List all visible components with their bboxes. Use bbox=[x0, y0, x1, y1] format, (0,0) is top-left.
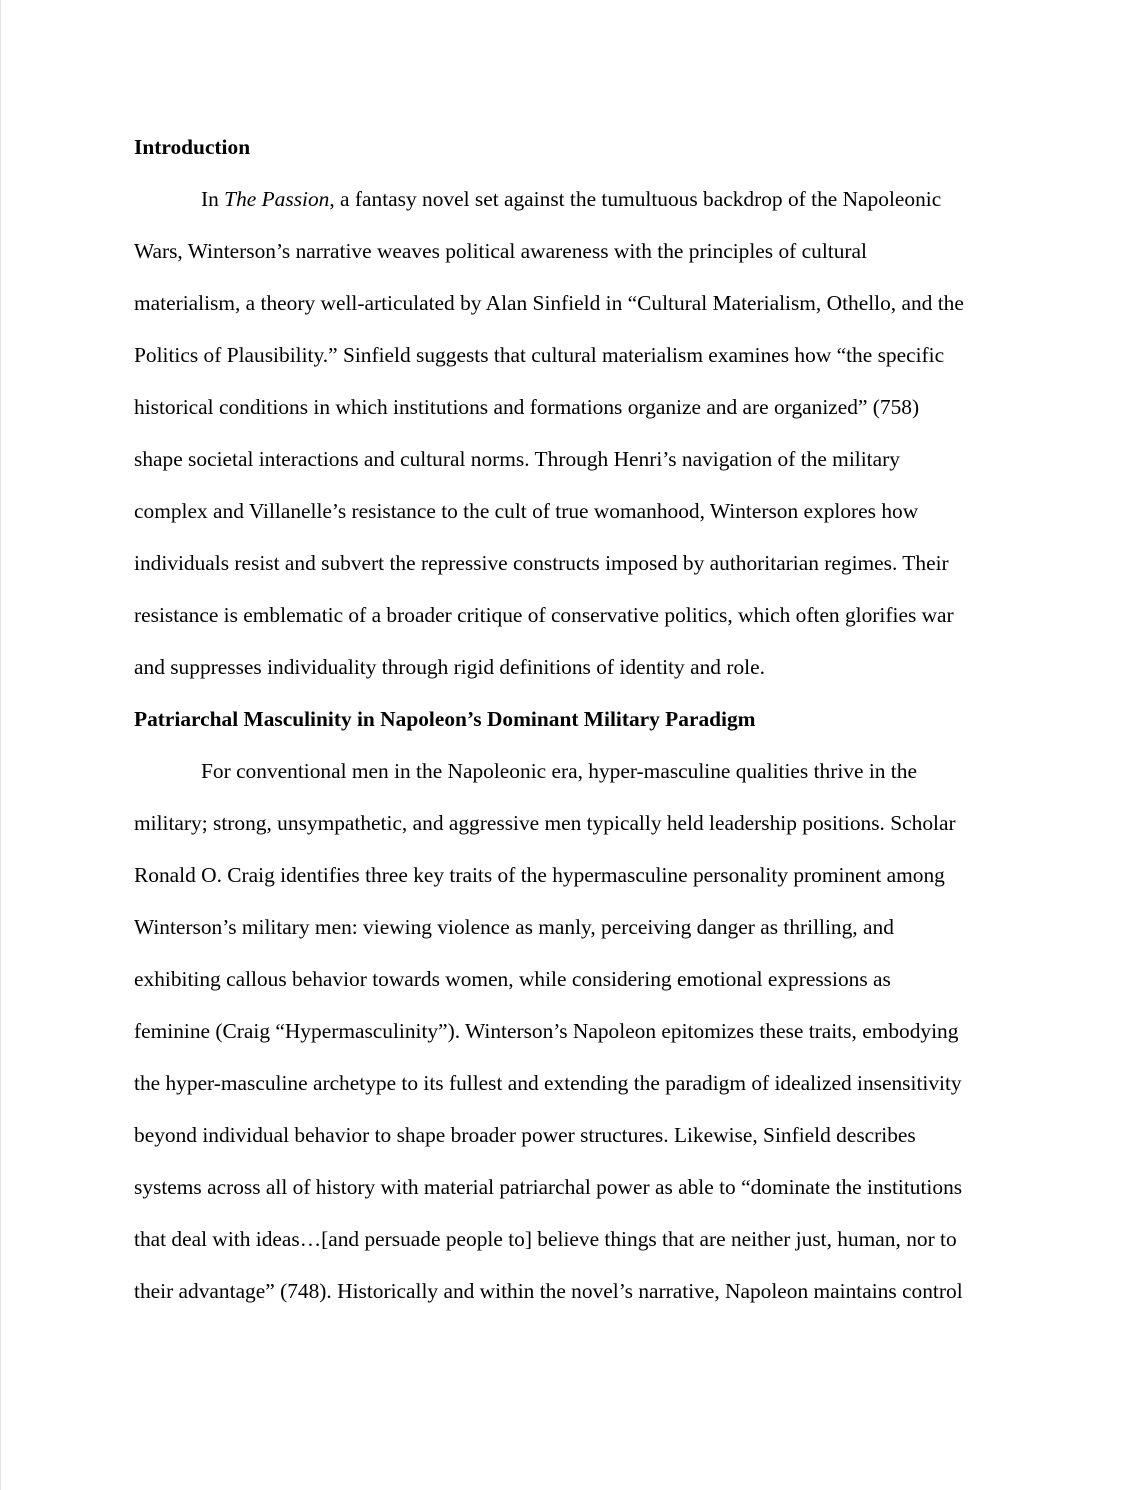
page-edge bbox=[0, 0, 1, 1490]
paragraph-line: their advantage” (748). Historically and within the novel’s narrative, Napoleon maintains control bbox=[134, 1279, 963, 1303]
patriarchal-masculinity-paragraph bbox=[134, 752, 1024, 1310]
paragraph-line: materialism, a theory well-articulated by Alan Sinfield in “Cultural Materialism, Othello, and the bbox=[134, 291, 964, 315]
paragraph-line: Politics of Plausibility.” Sinfield suggests that cultural materialism examines how “the specific bbox=[134, 343, 945, 367]
paragraph-line: feminine (Craig “Hypermasculinity”). Winterson’s Napoleon epitomizes these traits, embodying bbox=[134, 1019, 959, 1043]
paragraph-line: historical conditions in which institutions and formations organize and are organized” (758) bbox=[134, 395, 920, 419]
document-page bbox=[134, 128, 1024, 1310]
paragraph-line: individuals resist and subvert the repressive constructs imposed by authoritarian regimes. Their bbox=[134, 551, 949, 575]
text-run: In bbox=[201, 187, 225, 211]
paragraph-line: the hyper-masculine archetype to its fullest and extending the paradigm of idealized insensitivity bbox=[134, 1071, 962, 1095]
paragraph-line: shape societal interactions and cultural norms. Through Henri’s navigation of the military bbox=[134, 447, 900, 471]
paragraph-line: Wars, Winterson’s narrative weaves political awareness with the principles of cultural bbox=[134, 239, 867, 263]
section-heading-patriarchal-masculinity: Patriarchal Masculinity in Napoleon’s Dominant Military Paradigm bbox=[134, 707, 756, 731]
introduction-paragraph bbox=[134, 180, 1024, 686]
paragraph-line: exhibiting callous behavior towards women, while considering emotional expressions as bbox=[134, 967, 891, 991]
paragraph-line: systems across all of history with material patriarchal power as able to “dominate the institutions bbox=[134, 1175, 963, 1199]
section-heading-introduction: Introduction bbox=[134, 135, 251, 159]
paragraph-line: military; strong, unsympathetic, and aggressive men typically held leadership positions. Scholar bbox=[134, 811, 956, 835]
paragraph-line bbox=[134, 180, 1024, 232]
paragraph-line: For conventional men in the Napoleonic era, hyper-masculine qualities thrive in the bbox=[201, 759, 917, 783]
paragraph-line: Ronald O. Craig identifies three key traits of the hypermasculine personality prominent among bbox=[134, 863, 945, 887]
paragraph-line: complex and Villanelle’s resistance to the cult of true womanhood, Winterson explores how bbox=[134, 499, 919, 523]
book-title-italic: The Passion bbox=[224, 187, 330, 211]
paragraph-line: that deal with ideas…[and persuade people to] believe things that are neither just, human, nor to bbox=[134, 1227, 957, 1251]
paragraph-line: Winterson’s military men: viewing violence as manly, perceiving danger as thrilling, and bbox=[134, 915, 894, 939]
paragraph-line: and suppresses individuality through rigid definitions of identity and role. bbox=[134, 655, 765, 679]
text-run: , a fantasy novel set against the tumultuous backdrop of the Napoleonic bbox=[329, 187, 942, 211]
paragraph-line: beyond individual behavior to shape broader power structures. Likewise, Sinfield describes bbox=[134, 1123, 916, 1147]
paragraph-line: resistance is emblematic of a broader critique of conservative politics, which often glorifies war bbox=[134, 603, 954, 627]
